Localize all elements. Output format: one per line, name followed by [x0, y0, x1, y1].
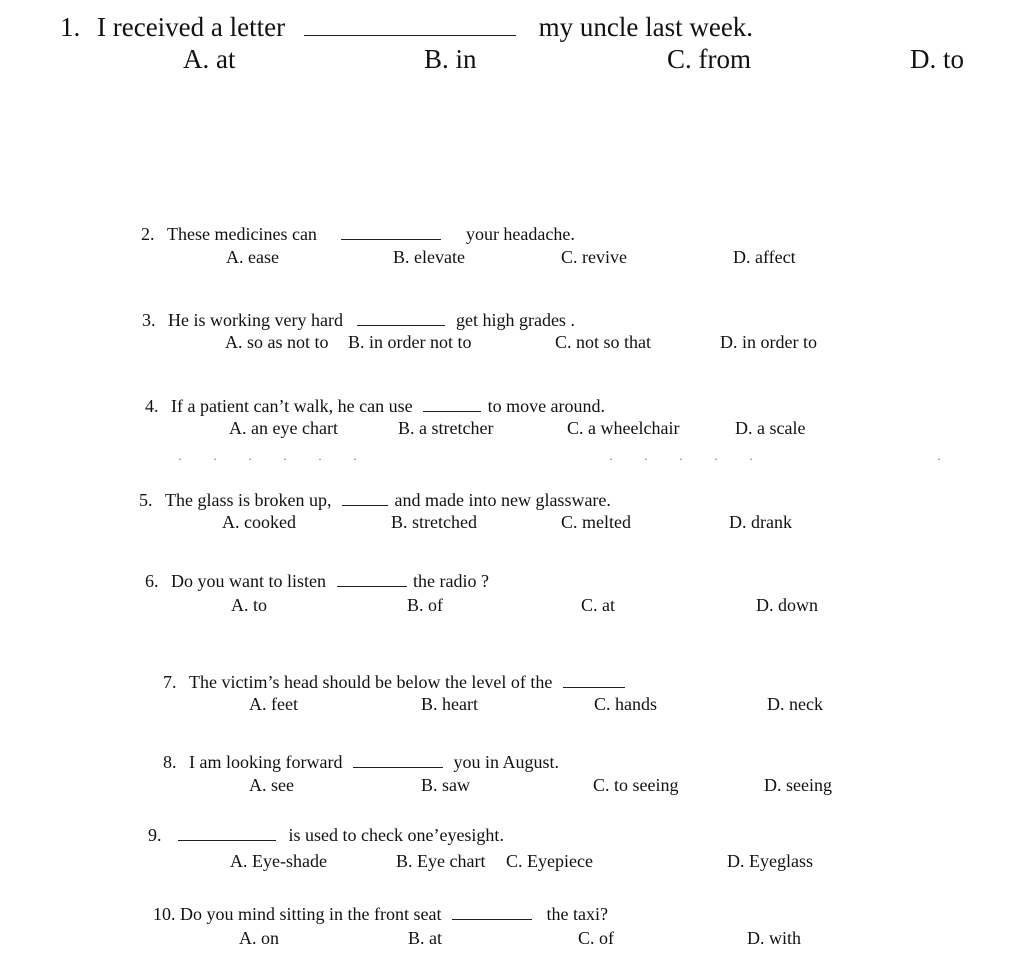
question-number: 5. [139, 490, 153, 510]
answer-blank[interactable] [341, 239, 441, 240]
option-b[interactable]: B. saw [421, 775, 470, 795]
question-text-after: you in August. [453, 752, 559, 772]
option-c[interactable]: C. at [581, 595, 615, 615]
question-number: 2. [141, 224, 155, 244]
option-d[interactable]: D. a scale [735, 418, 806, 438]
question-text-before: These medicines can [167, 224, 317, 244]
option-d[interactable]: D. to [910, 44, 964, 74]
option-d[interactable]: D. with [747, 928, 801, 948]
question-text-before: I received a letter [97, 12, 286, 42]
question-number: 1. [60, 12, 81, 42]
question-number: 4. [145, 396, 159, 416]
question-text-after: and made into new glassware. [394, 490, 611, 510]
question-1 [60, 12, 753, 43]
answer-blank[interactable] [452, 919, 532, 920]
option-d[interactable]: D. affect [733, 247, 796, 267]
question-text-after: my uncle last week. [538, 12, 754, 42]
option-c[interactable]: C. melted [561, 512, 631, 532]
answer-blank[interactable] [337, 586, 407, 587]
option-d[interactable]: D. seeing [764, 775, 832, 795]
option-c[interactable]: C. from [667, 44, 751, 74]
option-b[interactable]: B. in order not to [348, 332, 472, 352]
scan-artifact-dots: · · · · · · · · · · · · [178, 452, 955, 466]
option-c[interactable]: C. hands [594, 694, 657, 714]
question-2 [141, 224, 575, 245]
answer-blank[interactable] [563, 687, 625, 688]
question-6 [145, 571, 489, 592]
option-a[interactable]: A. cooked [222, 512, 296, 532]
option-b[interactable]: B. a stretcher [398, 418, 494, 438]
question-text-after: is used to check one’eyesight. [288, 825, 504, 845]
question-8 [163, 752, 559, 773]
question-text-before: He is working very hard [168, 310, 343, 330]
option-c[interactable]: C. to seeing [593, 775, 679, 795]
question-3 [142, 310, 575, 331]
option-b[interactable]: B. of [407, 595, 443, 615]
question-10 [153, 904, 608, 925]
option-b[interactable]: B. Eye chart [396, 851, 486, 871]
option-a[interactable]: A. Eye-shade [230, 851, 327, 871]
question-number: 3. [142, 310, 156, 330]
question-text-after: the taxi? [546, 904, 608, 924]
option-a[interactable]: A. to [231, 595, 267, 615]
option-a[interactable]: A. feet [249, 694, 298, 714]
question-text-before: Do you mind sitting in the front seat [180, 904, 442, 924]
question-text-after: your headache. [465, 224, 575, 244]
answer-blank[interactable] [423, 411, 481, 412]
option-b[interactable]: B. heart [421, 694, 478, 714]
option-a[interactable]: A. an eye chart [229, 418, 338, 438]
question-text-before: I am looking forward [189, 752, 343, 772]
option-c[interactable]: C. revive [561, 247, 627, 267]
option-d[interactable]: D. Eyeglass [727, 851, 813, 871]
question-number: 6. [145, 571, 159, 591]
option-c[interactable]: C. Eyepiece [506, 851, 593, 871]
answer-blank[interactable] [342, 505, 388, 506]
question-9 [148, 825, 504, 846]
question-text-after: get high grades . [455, 310, 575, 330]
option-a[interactable]: A. at [183, 44, 236, 74]
option-a[interactable]: A. so as not to [225, 332, 329, 352]
option-c[interactable]: C. not so that [555, 332, 652, 352]
question-text-before: Do you want to listen [171, 571, 326, 591]
option-b[interactable]: B. in [424, 44, 477, 74]
option-a[interactable]: A. on [239, 928, 279, 948]
question-text-after: to move around. [487, 396, 606, 416]
question-text-before: The victim’s head should be below the level of the [189, 672, 553, 692]
option-d[interactable]: D. drank [729, 512, 792, 532]
question-number: 8. [163, 752, 177, 772]
option-d[interactable]: D. in order to [720, 332, 817, 352]
question-text-before: The glass is broken up, [165, 490, 332, 510]
option-b[interactable]: B. at [408, 928, 442, 948]
option-b[interactable]: B. elevate [393, 247, 465, 267]
option-c[interactable]: C. a wheelchair [567, 418, 680, 438]
option-c[interactable]: C. of [578, 928, 614, 948]
option-d[interactable]: D. neck [767, 694, 823, 714]
option-d[interactable]: D. down [756, 595, 818, 615]
question-number: 9. [148, 825, 162, 845]
question-5 [139, 490, 611, 511]
option-a[interactable]: A. ease [226, 247, 279, 267]
answer-blank[interactable] [304, 35, 516, 36]
question-number: 10. [153, 904, 176, 924]
question-7 [163, 672, 625, 693]
option-b[interactable]: B. stretched [391, 512, 477, 532]
answer-blank[interactable] [178, 840, 276, 841]
question-number: 7. [163, 672, 177, 692]
answer-blank[interactable] [353, 767, 443, 768]
question-text-after: the radio ? [413, 571, 489, 591]
question-text-before: If a patient can’t walk, he can use [171, 396, 413, 416]
option-a[interactable]: A. see [249, 775, 294, 795]
answer-blank[interactable] [357, 325, 445, 326]
question-4 [145, 396, 605, 417]
